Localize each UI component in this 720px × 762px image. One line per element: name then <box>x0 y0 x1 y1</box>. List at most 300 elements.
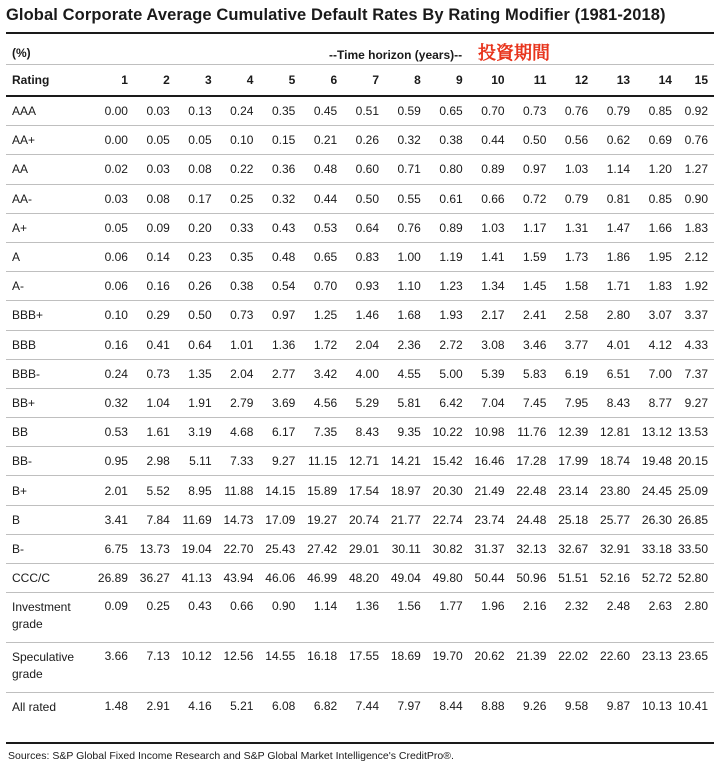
default-rate-cell: 49.80 <box>421 564 463 593</box>
year-header: 7 <box>337 65 379 97</box>
default-rate-cell: 0.00 <box>86 96 128 126</box>
default-rate-cell: 0.35 <box>212 242 254 271</box>
default-rate-cell: 4.00 <box>337 359 379 388</box>
default-rate-cell: 5.29 <box>337 388 379 417</box>
default-rate-cell: 30.82 <box>421 534 463 563</box>
table-row <box>6 126 714 155</box>
default-rate-cell: 3.19 <box>170 418 212 447</box>
default-rate-cell: 7.97 <box>379 693 421 744</box>
default-rate-cell: 2.63 <box>630 593 672 643</box>
default-rate-cell: 1.56 <box>379 593 421 643</box>
default-rate-cell: 23.80 <box>588 476 630 505</box>
year-header: 15 <box>672 65 714 97</box>
default-rate-cell: 1.93 <box>421 301 463 330</box>
default-rate-cell: 4.33 <box>672 330 714 359</box>
default-rate-cell: 52.16 <box>588 564 630 593</box>
default-rate-cell: 0.00 <box>86 126 128 155</box>
default-rate-cell: 2.01 <box>86 476 128 505</box>
default-rate-cell: 0.92 <box>672 96 714 126</box>
default-rate-cell: 50.96 <box>505 564 547 593</box>
default-rate-cell: 22.74 <box>421 505 463 534</box>
default-rate-cell: 11.76 <box>505 418 547 447</box>
default-rate-cell: 13.73 <box>128 534 170 563</box>
default-rate-cell: 1.01 <box>212 330 254 359</box>
default-rate-cell: 8.95 <box>170 476 212 505</box>
default-rate-cell: 1.92 <box>672 272 714 301</box>
default-rate-cell: 0.35 <box>253 96 295 126</box>
default-rate-cell: 13.12 <box>630 418 672 447</box>
default-rate-cell: 3.08 <box>463 330 505 359</box>
default-rate-cell: 23.14 <box>546 476 588 505</box>
default-rate-cell: 6.75 <box>86 534 128 563</box>
default-rate-cell: 22.70 <box>212 534 254 563</box>
table-row <box>6 476 714 505</box>
default-rate-cell: 1.36 <box>337 593 379 643</box>
page-title: Global Corporate Average Cumulative Default Rates By Rating Modifier (1981-2018) <box>6 6 666 24</box>
default-rate-cell: 1.96 <box>463 593 505 643</box>
default-rate-cell: 0.56 <box>546 126 588 155</box>
default-rate-cell: 6.42 <box>421 388 463 417</box>
default-rate-cell: 14.73 <box>212 505 254 534</box>
year-header: 2 <box>128 65 170 97</box>
default-rate-cell: 0.97 <box>253 301 295 330</box>
default-rate-cell: 1.23 <box>421 272 463 301</box>
rating-cell: AA <box>6 155 86 184</box>
default-rate-cell: 0.64 <box>170 330 212 359</box>
default-rate-cell: 1.45 <box>505 272 547 301</box>
default-rate-cell: 0.89 <box>421 213 463 242</box>
default-rate-cell: 8.43 <box>337 418 379 447</box>
default-rate-cell: 0.38 <box>421 126 463 155</box>
default-rate-cell: 2.48 <box>588 593 630 643</box>
default-rate-cell: 0.70 <box>295 272 337 301</box>
default-rate-cell: 0.76 <box>379 213 421 242</box>
default-rate-cell: 14.55 <box>253 643 295 693</box>
default-rate-cell: 17.28 <box>505 447 547 476</box>
default-rate-cell: 9.27 <box>253 447 295 476</box>
rating-column-header: Rating <box>6 65 86 97</box>
default-rate-cell: 7.37 <box>672 359 714 388</box>
default-rate-cell: 31.37 <box>463 534 505 563</box>
default-rate-cell: 19.04 <box>170 534 212 563</box>
default-rate-cell: 0.73 <box>212 301 254 330</box>
default-rate-cell: 46.06 <box>253 564 295 593</box>
default-rate-cell: 0.16 <box>128 272 170 301</box>
default-rate-cell: 0.54 <box>253 272 295 301</box>
default-rate-cell: 0.44 <box>463 126 505 155</box>
default-rate-cell: 4.68 <box>212 418 254 447</box>
default-rate-cell: 30.11 <box>379 534 421 563</box>
default-rate-cell: 19.70 <box>421 643 463 693</box>
default-rate-cell: 0.81 <box>588 184 630 213</box>
default-rate-cell: 2.36 <box>379 330 421 359</box>
table-row <box>6 534 714 563</box>
table-row <box>6 272 714 301</box>
default-rate-cell: 17.99 <box>546 447 588 476</box>
default-rate-cell: 19.27 <box>295 505 337 534</box>
default-rate-cell: 1.68 <box>379 301 421 330</box>
year-header: 1 <box>86 65 128 97</box>
default-rate-cell: 0.10 <box>86 301 128 330</box>
rating-cell: AA+ <box>6 126 86 155</box>
default-rate-cell: 1.73 <box>546 242 588 271</box>
default-rate-cell: 8.77 <box>630 388 672 417</box>
default-rate-cell: 2.91 <box>128 693 170 744</box>
rating-cell: A- <box>6 272 86 301</box>
default-rate-cell: 0.76 <box>672 126 714 155</box>
year-header: 13 <box>588 65 630 97</box>
default-rate-cell: 23.13 <box>630 643 672 693</box>
default-rate-cell: 0.02 <box>86 155 128 184</box>
default-rate-cell: 20.74 <box>337 505 379 534</box>
default-rate-cell: 0.23 <box>170 242 212 271</box>
default-rate-cell: 10.98 <box>463 418 505 447</box>
default-rate-cell: 2.80 <box>672 593 714 643</box>
default-rate-cell: 0.89 <box>463 155 505 184</box>
table-row <box>6 643 714 693</box>
default-rate-cell: 0.14 <box>128 242 170 271</box>
default-rate-cell: 22.60 <box>588 643 630 693</box>
default-rate-cell: 2.98 <box>128 447 170 476</box>
year-header: 3 <box>170 65 212 97</box>
default-rate-cell: 0.25 <box>212 184 254 213</box>
default-rate-cell: 25.09 <box>672 476 714 505</box>
default-rate-cell: 1.36 <box>253 330 295 359</box>
default-rate-cell: 2.17 <box>463 301 505 330</box>
default-rate-cell: 0.51 <box>337 96 379 126</box>
year-header: 9 <box>421 65 463 97</box>
default-rate-cell: 22.02 <box>546 643 588 693</box>
default-rate-cell: 2.72 <box>421 330 463 359</box>
default-rate-cell: 0.55 <box>379 184 421 213</box>
table-row <box>6 96 714 126</box>
table-row <box>6 242 714 271</box>
default-rate-cell: 10.41 <box>672 693 714 744</box>
default-rate-cell: 6.19 <box>546 359 588 388</box>
default-rate-cell: 8.88 <box>463 693 505 744</box>
default-rate-cell: 7.35 <box>295 418 337 447</box>
default-rate-cell: 22.48 <box>505 476 547 505</box>
default-rate-cell: 5.00 <box>421 359 463 388</box>
default-rate-cell: 0.69 <box>630 126 672 155</box>
default-rate-cell: 1.61 <box>128 418 170 447</box>
rating-cell: BB- <box>6 447 86 476</box>
default-rate-cell: 1.86 <box>588 242 630 271</box>
default-rate-cell: 0.59 <box>379 96 421 126</box>
default-rate-cell: 0.50 <box>170 301 212 330</box>
default-rate-cell: 6.82 <box>295 693 337 744</box>
default-rate-cell: 51.51 <box>546 564 588 593</box>
table-row <box>6 330 714 359</box>
default-rate-cell: 10.13 <box>630 693 672 744</box>
rating-cell: BB <box>6 418 86 447</box>
default-rate-cell: 3.37 <box>672 301 714 330</box>
default-rate-cell: 9.87 <box>588 693 630 744</box>
default-rate-cell: 11.15 <box>295 447 337 476</box>
default-rate-cell: 7.45 <box>505 388 547 417</box>
default-rate-cell: 5.39 <box>463 359 505 388</box>
default-rate-cell: 0.70 <box>463 96 505 126</box>
default-rate-cell: 32.67 <box>546 534 588 563</box>
default-rate-cell: 32.13 <box>505 534 547 563</box>
default-rate-cell: 4.55 <box>379 359 421 388</box>
default-rate-cell: 0.32 <box>379 126 421 155</box>
default-rate-cell: 12.71 <box>337 447 379 476</box>
default-rate-cell: 0.61 <box>421 184 463 213</box>
default-rate-cell: 1.20 <box>630 155 672 184</box>
default-rate-cell: 0.09 <box>86 593 128 643</box>
default-rate-cell: 2.77 <box>253 359 295 388</box>
default-rate-cell: 5.83 <box>505 359 547 388</box>
default-rate-cell: 13.53 <box>672 418 714 447</box>
default-rate-cell: 0.25 <box>128 593 170 643</box>
rating-cell: A+ <box>6 213 86 242</box>
year-header: 12 <box>546 65 588 97</box>
default-rate-cell: 1.14 <box>295 593 337 643</box>
default-rate-cell: 0.66 <box>463 184 505 213</box>
table-row <box>6 359 714 388</box>
default-rate-cell: 0.62 <box>588 126 630 155</box>
default-rate-cell: 0.32 <box>86 388 128 417</box>
default-rate-cell: 1.91 <box>170 388 212 417</box>
default-rate-cell: 15.89 <box>295 476 337 505</box>
default-rate-cell: 20.15 <box>672 447 714 476</box>
table-row <box>6 505 714 534</box>
default-rate-cell: 0.50 <box>505 126 547 155</box>
rating-cell: BBB- <box>6 359 86 388</box>
default-rate-cell: 0.05 <box>86 213 128 242</box>
year-header: 10 <box>463 65 505 97</box>
default-rate-cell: 0.66 <box>212 593 254 643</box>
table-row <box>6 155 714 184</box>
default-rate-cell: 20.62 <box>463 643 505 693</box>
default-rate-cell: 6.08 <box>253 693 295 744</box>
default-rate-cell: 18.74 <box>588 447 630 476</box>
default-rate-cell: 0.15 <box>253 126 295 155</box>
default-rate-cell: 1.71 <box>588 272 630 301</box>
default-rate-cell: 0.16 <box>86 330 128 359</box>
default-rate-cell: 23.74 <box>463 505 505 534</box>
default-rate-cell: 0.43 <box>253 213 295 242</box>
default-rate-cell: 1.34 <box>463 272 505 301</box>
default-rate-cell: 0.83 <box>337 242 379 271</box>
default-rate-cell: 26.30 <box>630 505 672 534</box>
year-header: 8 <box>379 65 421 97</box>
default-rate-cell: 1.72 <box>295 330 337 359</box>
rating-cell: B+ <box>6 476 86 505</box>
default-rate-cell: 0.73 <box>505 96 547 126</box>
default-rate-cell: 0.05 <box>170 126 212 155</box>
default-rate-cell: 2.80 <box>588 301 630 330</box>
default-rate-cell: 0.03 <box>128 96 170 126</box>
default-rate-cell: 0.64 <box>337 213 379 242</box>
default-rate-cell: 36.27 <box>128 564 170 593</box>
default-rate-cell: 7.44 <box>337 693 379 744</box>
default-rate-cell: 16.46 <box>463 447 505 476</box>
default-rate-cell: 7.95 <box>546 388 588 417</box>
default-rate-cell: 3.41 <box>86 505 128 534</box>
table-meta-row <box>6 34 714 64</box>
rating-cell: Speculative grade <box>6 643 86 693</box>
default-rate-cell: 0.32 <box>253 184 295 213</box>
default-rate-cell: 9.58 <box>546 693 588 744</box>
default-rate-cell: 1.83 <box>630 272 672 301</box>
default-rate-cell: 21.77 <box>379 505 421 534</box>
time-horizon-label: --Time horizon (years)-- <box>329 48 463 62</box>
default-rate-cell: 41.13 <box>170 564 212 593</box>
table-row <box>6 418 714 447</box>
rating-cell: BB+ <box>6 388 86 417</box>
default-rate-cell: 0.65 <box>295 242 337 271</box>
default-rate-cell: 10.22 <box>421 418 463 447</box>
default-rate-cell: 17.09 <box>253 505 295 534</box>
default-rate-cell: 0.08 <box>128 184 170 213</box>
rating-cell: A <box>6 242 86 271</box>
default-rate-cell: 0.22 <box>212 155 254 184</box>
year-header: 14 <box>630 65 672 97</box>
default-rate-cell: 12.81 <box>588 418 630 447</box>
default-rate-cell: 1.00 <box>379 242 421 271</box>
default-rate-cell: 0.05 <box>128 126 170 155</box>
default-rate-cell: 7.33 <box>212 447 254 476</box>
default-rate-cell: 0.53 <box>86 418 128 447</box>
default-rate-cell: 0.71 <box>379 155 421 184</box>
chinese-annotation: 投資期間 <box>478 43 550 64</box>
default-rate-cell: 1.27 <box>672 155 714 184</box>
default-rate-cell: 1.03 <box>463 213 505 242</box>
default-rate-cell: 2.41 <box>505 301 547 330</box>
rating-cell: B- <box>6 534 86 563</box>
default-rate-cell: 21.49 <box>463 476 505 505</box>
default-rate-cell: 0.85 <box>630 96 672 126</box>
default-rate-cell: 1.04 <box>128 388 170 417</box>
default-rate-cell: 21.39 <box>505 643 547 693</box>
table-row <box>6 564 714 593</box>
table-row <box>6 693 714 744</box>
year-header: 4 <box>212 65 254 97</box>
rating-cell: All rated <box>6 693 86 744</box>
default-rate-cell: 1.31 <box>546 213 588 242</box>
default-rate-cell: 9.27 <box>672 388 714 417</box>
default-rate-cell: 32.91 <box>588 534 630 563</box>
default-rate-cell: 1.03 <box>546 155 588 184</box>
default-rate-cell: 20.30 <box>421 476 463 505</box>
default-rate-cell: 3.07 <box>630 301 672 330</box>
default-rate-cell: 1.41 <box>463 242 505 271</box>
default-rate-cell: 10.12 <box>170 643 212 693</box>
rating-cell: AA- <box>6 184 86 213</box>
default-rate-cell: 5.52 <box>128 476 170 505</box>
default-rate-cell: 2.04 <box>212 359 254 388</box>
rating-cell: BBB+ <box>6 301 86 330</box>
default-rate-cell: 4.12 <box>630 330 672 359</box>
default-rate-cell: 0.33 <box>212 213 254 242</box>
default-rate-cell: 0.06 <box>86 272 128 301</box>
default-rate-cell: 8.44 <box>421 693 463 744</box>
year-header: 6 <box>295 65 337 97</box>
default-rate-cell: 0.41 <box>128 330 170 359</box>
default-rate-cell: 0.48 <box>295 155 337 184</box>
default-rate-cell: 3.66 <box>86 643 128 693</box>
default-rate-cell: 17.54 <box>337 476 379 505</box>
default-rate-cell: 1.83 <box>672 213 714 242</box>
table-body <box>6 96 714 743</box>
default-rate-cell: 6.51 <box>588 359 630 388</box>
default-rate-cell: 25.43 <box>253 534 295 563</box>
default-rate-cell: 0.38 <box>212 272 254 301</box>
default-rate-cell: 3.69 <box>253 388 295 417</box>
default-rate-cell: 1.14 <box>588 155 630 184</box>
default-rate-cell: 0.97 <box>505 155 547 184</box>
default-rate-cell: 16.18 <box>295 643 337 693</box>
default-rate-cell: 0.29 <box>128 301 170 330</box>
default-rate-cell: 23.65 <box>672 643 714 693</box>
default-rate-cell: 6.17 <box>253 418 295 447</box>
default-rate-cell: 0.65 <box>421 96 463 126</box>
default-rate-cell: 11.69 <box>170 505 212 534</box>
default-rate-cell: 4.56 <box>295 388 337 417</box>
default-rate-cell: 5.11 <box>170 447 212 476</box>
default-rate-cell: 0.76 <box>546 96 588 126</box>
default-rate-cell: 0.45 <box>295 96 337 126</box>
default-rate-cell: 1.58 <box>546 272 588 301</box>
default-rate-cell: 4.16 <box>170 693 212 744</box>
default-rate-cell: 0.50 <box>337 184 379 213</box>
header-row <box>6 65 714 97</box>
default-rate-cell: 0.53 <box>295 213 337 242</box>
default-rate-cell: 1.35 <box>170 359 212 388</box>
default-rate-cell: 5.21 <box>212 693 254 744</box>
default-rate-cell: 5.81 <box>379 388 421 417</box>
default-rate-cell: 12.56 <box>212 643 254 693</box>
default-rate-cell: 0.03 <box>86 184 128 213</box>
default-rate-cell: 11.88 <box>212 476 254 505</box>
default-rate-cell: 4.01 <box>588 330 630 359</box>
default-rate-cell: 2.58 <box>546 301 588 330</box>
default-rate-cell: 7.13 <box>128 643 170 693</box>
default-rate-cell: 0.80 <box>421 155 463 184</box>
default-rate-cell: 1.77 <box>421 593 463 643</box>
default-rate-cell: 0.26 <box>170 272 212 301</box>
default-rate-cell: 15.42 <box>421 447 463 476</box>
default-rate-cell: 43.94 <box>212 564 254 593</box>
source-note: Sources: S&P Global Fixed Income Research and S&P Global Market Intelligence's CreditPro®. <box>8 750 454 762</box>
default-rate-cell: 1.10 <box>379 272 421 301</box>
year-header: 5 <box>253 65 295 97</box>
default-rate-cell: 0.21 <box>295 126 337 155</box>
default-rate-cell: 3.77 <box>546 330 588 359</box>
default-rate-cell: 0.79 <box>588 96 630 126</box>
default-rate-cell: 46.99 <box>295 564 337 593</box>
default-rate-cell: 0.44 <box>295 184 337 213</box>
default-rate-cell: 25.77 <box>588 505 630 534</box>
default-rate-cell: 27.42 <box>295 534 337 563</box>
default-rate-cell: 49.04 <box>379 564 421 593</box>
default-rate-cell: 7.84 <box>128 505 170 534</box>
default-rate-cell: 2.16 <box>505 593 547 643</box>
table-row <box>6 213 714 242</box>
default-rate-cell: 0.03 <box>128 155 170 184</box>
default-rate-cell: 0.09 <box>128 213 170 242</box>
default-rate-cell: 7.04 <box>463 388 505 417</box>
default-rate-cell: 9.35 <box>379 418 421 447</box>
default-rate-cell: 0.24 <box>212 96 254 126</box>
table-row <box>6 301 714 330</box>
default-rate-cell: 0.24 <box>86 359 128 388</box>
default-rate-cell: 33.50 <box>672 534 714 563</box>
default-rate-cell: 1.17 <box>505 213 547 242</box>
default-rate-cell: 33.18 <box>630 534 672 563</box>
